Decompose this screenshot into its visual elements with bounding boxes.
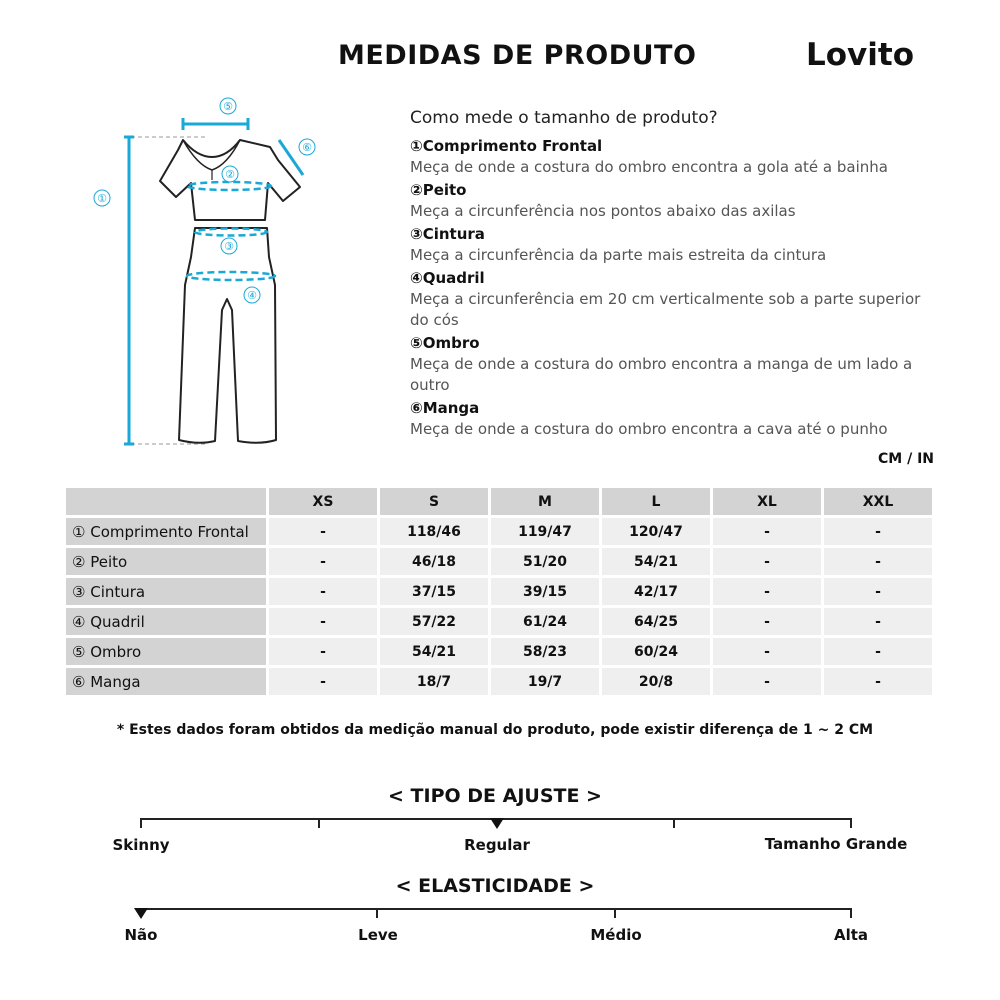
table-cell: - [713, 638, 821, 665]
table-header-blank [66, 488, 266, 515]
table-cell: 60/24 [602, 638, 710, 665]
table-row [66, 668, 932, 695]
table-cell: 18/7 [380, 668, 488, 695]
table-cell: - [269, 578, 377, 605]
table-row [66, 638, 932, 665]
table-cell: - [824, 548, 932, 575]
table-cell: - [713, 668, 821, 695]
row-label: ① Comprimento Frontal [66, 518, 266, 545]
table-cell: - [713, 608, 821, 635]
table-cell: - [824, 668, 932, 695]
row-label: ③ Cintura [66, 578, 266, 605]
table-cell: 58/23 [491, 638, 599, 665]
table-cell: 120/47 [602, 518, 710, 545]
column-header: M [491, 488, 599, 515]
brand-logo: Lovito [806, 37, 915, 73]
measurement-guide [410, 108, 930, 442]
row-label: ⑥ Manga [66, 668, 266, 695]
fit-selected-marker-icon [490, 818, 504, 829]
elasticity-scale-line [141, 908, 852, 910]
measurement-note: * Estes dados foram obtidos da medição manual do produto, pode existir diferença de 1 ~ 2 CM [116, 722, 874, 738]
guide-item-name: ②Peito [410, 181, 467, 199]
table-row [66, 518, 932, 545]
guide-item-name: ①Comprimento Frontal [410, 137, 603, 155]
column-header: S [380, 488, 488, 515]
table-cell: - [269, 548, 377, 575]
guide-item-name: ③Cintura [410, 225, 485, 243]
fit-scale-tick [140, 818, 142, 828]
svg-text:③: ③ [224, 240, 234, 253]
fit-label-regular: Regular [464, 836, 530, 854]
table-cell: 57/22 [380, 608, 488, 635]
elasticity-scale-tick [376, 908, 378, 918]
column-header: L [602, 488, 710, 515]
table-cell: 118/46 [380, 518, 488, 545]
elasticity-label-medium: Médio [590, 926, 642, 944]
table-cell: - [269, 638, 377, 665]
table-row [66, 578, 932, 605]
shoulder-marker [183, 98, 248, 130]
guide-item-desc: Meça de onde a costura do ombro encontra a manga de um lado a outro [410, 355, 913, 394]
guide-item-name: ⑤Ombro [410, 334, 480, 352]
guide-item [410, 268, 930, 331]
svg-text:②: ② [225, 168, 235, 181]
table-cell: 64/25 [602, 608, 710, 635]
table-cell: 54/21 [602, 548, 710, 575]
guide-question: Como mede o tamanho de produto? [410, 108, 718, 128]
units-label: CM / IN [878, 451, 934, 467]
guide-item [410, 136, 930, 178]
guide-item-name: ⑥Manga [410, 399, 480, 417]
table-cell: - [713, 518, 821, 545]
front-length-marker [94, 137, 134, 444]
svg-text:⑤: ⑤ [223, 100, 233, 113]
table-cell: - [824, 608, 932, 635]
svg-text:⑥: ⑥ [302, 141, 312, 154]
fit-scale-tick [673, 818, 675, 828]
fit-scale-tick [850, 818, 852, 828]
table-cell: - [824, 578, 932, 605]
table-cell: 37/15 [380, 578, 488, 605]
table-row [66, 548, 932, 575]
svg-text:①: ① [97, 192, 107, 205]
table-cell: - [269, 668, 377, 695]
row-label: ② Peito [66, 548, 266, 575]
elasticity-scale-tick [850, 908, 852, 918]
table-row [66, 608, 932, 635]
guide-item-desc: Meça de onde a costura do ombro encontra a cava até o punho [410, 420, 888, 438]
column-header: XXL [824, 488, 932, 515]
guide-item [410, 333, 930, 396]
table-cell: 39/15 [491, 578, 599, 605]
elasticity-scale-tick [614, 908, 616, 918]
fit-label-skinny: Skinny [112, 836, 170, 854]
guide-item [410, 180, 930, 222]
table-cell: 51/20 [491, 548, 599, 575]
table-cell: 61/24 [491, 608, 599, 635]
guide-item-desc: Meça a circunferência em 20 cm verticalmente sob a parte superior do cós [410, 290, 921, 329]
row-label: ⑤ Ombro [66, 638, 266, 665]
elasticity-label-light: Leve [358, 926, 398, 944]
table-cell: - [713, 578, 821, 605]
svg-text:④: ④ [247, 289, 257, 302]
table-cell: - [713, 548, 821, 575]
table-cell: 42/17 [602, 578, 710, 605]
guide-item-desc: Meça de onde a costura do ombro encontra a gola até a bainha [410, 158, 888, 176]
guide-item-desc: Meça a circunferência nos pontos abaixo das axilas [410, 202, 796, 220]
garment-diagram [85, 95, 335, 455]
guide-item [410, 224, 930, 266]
row-label: ④ Quadril [66, 608, 266, 635]
table-cell: 54/21 [380, 638, 488, 665]
elasticity-label-high: Alta [833, 926, 869, 944]
table-header-row [66, 488, 932, 515]
elasticity-label-none: Não [124, 926, 158, 944]
fit-label-large: Tamanho Grande [764, 835, 908, 853]
table-cell: 20/8 [602, 668, 710, 695]
elasticity-scale-title: < ELASTICIDADE > [395, 875, 595, 897]
guide-item [410, 398, 930, 440]
fit-scale-title: < TIPO DE AJUSTE > [388, 785, 602, 807]
table-cell: 19/7 [491, 668, 599, 695]
elasticity-selected-marker-icon [134, 908, 148, 919]
column-header: XS [269, 488, 377, 515]
column-header: XL [713, 488, 821, 515]
table-cell: 46/18 [380, 548, 488, 575]
size-table [63, 485, 935, 698]
guide-item-desc: Meça a circunferência da parte mais estreita da cintura [410, 246, 827, 264]
fit-scale-tick [318, 818, 320, 828]
table-cell: - [824, 638, 932, 665]
table-cell: - [824, 518, 932, 545]
guide-item-name: ④Quadril [410, 269, 485, 287]
page-title: MEDIDAS DE PRODUTO [338, 40, 697, 71]
table-cell: - [269, 608, 377, 635]
table-cell: - [269, 518, 377, 545]
table-cell: 119/47 [491, 518, 599, 545]
